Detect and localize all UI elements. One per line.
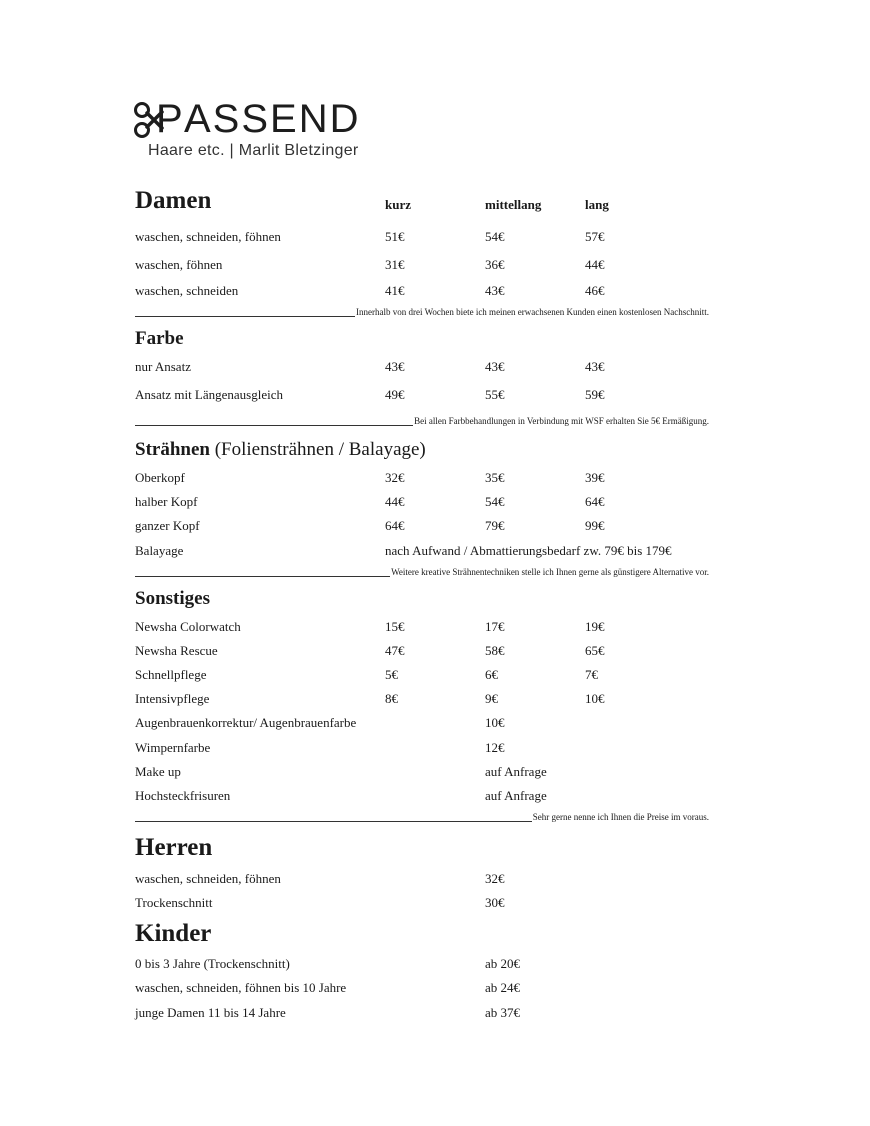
price-lang: 44€	[585, 257, 605, 272]
price-mittellang: 35€	[485, 470, 505, 485]
row-label: 0 bis 3 Jahre (Trockenschnitt)	[135, 956, 290, 971]
price-mittellang: 17€	[485, 619, 505, 634]
section-title-sonstiges: Sonstiges	[135, 588, 210, 609]
underline-rule	[135, 310, 355, 317]
row-label: Schnellpflege	[135, 667, 207, 682]
logo-first-letter: P	[156, 97, 185, 141]
row-label: Newsha Rescue	[135, 643, 218, 658]
price-mittellang: 58€	[485, 643, 505, 658]
row-label: ganzer Kopf	[135, 518, 200, 533]
note-text: Bei allen Farbbehandlungen in Verbindung mit WSF erhalten Sie 5€ Ermäßigung.	[414, 416, 709, 426]
section-title-herren: Herren	[135, 834, 213, 861]
row-label: waschen, schneiden, föhnen bis 10 Jahre	[135, 980, 347, 995]
row-label: waschen, föhnen	[135, 257, 223, 272]
price-mittellang: 79€	[485, 518, 505, 533]
underline-rule	[135, 419, 413, 426]
price-kurz: 15€	[385, 619, 405, 634]
row-label: Intensivpflege	[135, 691, 210, 706]
price-kurz: 51€	[385, 229, 405, 244]
price-kurz: 31€	[385, 257, 405, 272]
column-header-kurz: kurz	[385, 197, 411, 212]
row-price: ab 20€	[485, 956, 521, 971]
row-label: Wimpernfarbe	[135, 740, 211, 755]
row-label: Newsha Colorwatch	[135, 619, 241, 634]
price-kurz: 43€	[385, 359, 405, 374]
underline-rule	[135, 570, 390, 577]
price-lang: 99€	[585, 518, 605, 533]
row-label: nur Ansatz	[135, 359, 191, 374]
row-label: waschen, schneiden	[135, 283, 239, 298]
price-lang: 7€	[585, 667, 598, 682]
underline-rule	[135, 815, 532, 822]
price-lang: 39€	[585, 470, 605, 485]
row-label: junge Damen 11 bis 14 Jahre	[135, 1005, 286, 1020]
price-kurz: 64€	[385, 518, 405, 533]
price-kurz: 8€	[385, 691, 398, 706]
price-lang: 57€	[585, 229, 605, 244]
note-text: Innerhalb von drei Wochen biete ich meinen erwachsenen Kunden einen kostenlosen Nachschnitt.	[356, 307, 709, 317]
row-price: 30€	[485, 895, 505, 910]
row-label: waschen, schneiden, föhnen	[135, 229, 281, 244]
section-note	[135, 307, 709, 317]
price-kurz: 47€	[385, 643, 405, 658]
logo-wordmark: ASSEND	[184, 97, 361, 141]
column-header-lang: lang	[585, 197, 609, 212]
row-label: Balayage	[135, 543, 184, 558]
price-mittellang: 54€	[485, 229, 505, 244]
row-label: Trockenschnitt	[135, 895, 213, 910]
price-mittellang: 9€	[485, 691, 498, 706]
price-kurz: 49€	[385, 387, 405, 402]
row-price: 32€	[485, 871, 505, 886]
price-mittellang: 54€	[485, 494, 505, 509]
price-kurz: 41€	[385, 283, 405, 298]
section-note	[135, 567, 709, 577]
row-label: halber Kopf	[135, 494, 198, 509]
row-price: ab 37€	[485, 1005, 521, 1020]
section-title-farbe: Farbe	[135, 328, 184, 349]
section-title-damen: Damen	[135, 187, 212, 214]
price-kurz: 32€	[385, 470, 405, 485]
row-label: Augenbrauenkorrektur/ Augenbrauenfarbe	[135, 715, 357, 730]
row-price: nach Aufwand / Abmattierungsbedarf zw. 79€ bis 179€	[385, 543, 672, 558]
price-kurz: 44€	[385, 494, 405, 509]
section-note	[135, 416, 709, 426]
note-text: Weitere kreative Strähnentechniken stelle ich Ihnen gerne als günstigere Alternative vor.	[391, 567, 709, 577]
price-mittellang: 55€	[485, 387, 505, 402]
price-lang: 59€	[585, 387, 605, 402]
row-price: ab 24€	[485, 980, 521, 995]
row-label: Make up	[135, 764, 181, 779]
row-label: Ansatz mit Längenausgleich	[135, 387, 284, 402]
row-price: auf Anfrage	[485, 788, 547, 803]
section-note	[135, 812, 709, 822]
row-price: auf Anfrage	[485, 764, 547, 779]
section-title-text: Strähnen	[135, 439, 210, 460]
row-label: Hochsteckfrisuren	[135, 788, 231, 803]
price-lang: 64€	[585, 494, 605, 509]
price-lang: 43€	[585, 359, 605, 374]
section-subtitle: (Foliensträhnen / Balayage)	[214, 439, 426, 460]
price-kurz: 5€	[385, 667, 398, 682]
price-mittellang: 36€	[485, 257, 505, 272]
row-label: Oberkopf	[135, 470, 185, 485]
price-lang: 10€	[585, 691, 605, 706]
row-price: 10€	[485, 715, 505, 730]
logo	[134, 98, 404, 164]
price-lang: 46€	[585, 283, 605, 298]
price-lang: 65€	[585, 643, 605, 658]
logo-tagline: Haare etc. | Marlit Bletzinger	[148, 142, 359, 159]
column-header-mittellang: mittellang	[485, 197, 542, 212]
price-mittellang: 6€	[485, 667, 498, 682]
price-mittellang: 43€	[485, 359, 505, 374]
price-lang: 19€	[585, 619, 605, 634]
row-label: waschen, schneiden, föhnen	[135, 871, 281, 886]
price-mittellang: 43€	[485, 283, 505, 298]
note-text: Sehr gerne nenne ich Ihnen die Preise im voraus.	[532, 812, 709, 822]
row-price: 12€	[485, 740, 505, 755]
section-title-straehnen	[135, 440, 426, 460]
section-title-kinder: Kinder	[135, 920, 212, 947]
